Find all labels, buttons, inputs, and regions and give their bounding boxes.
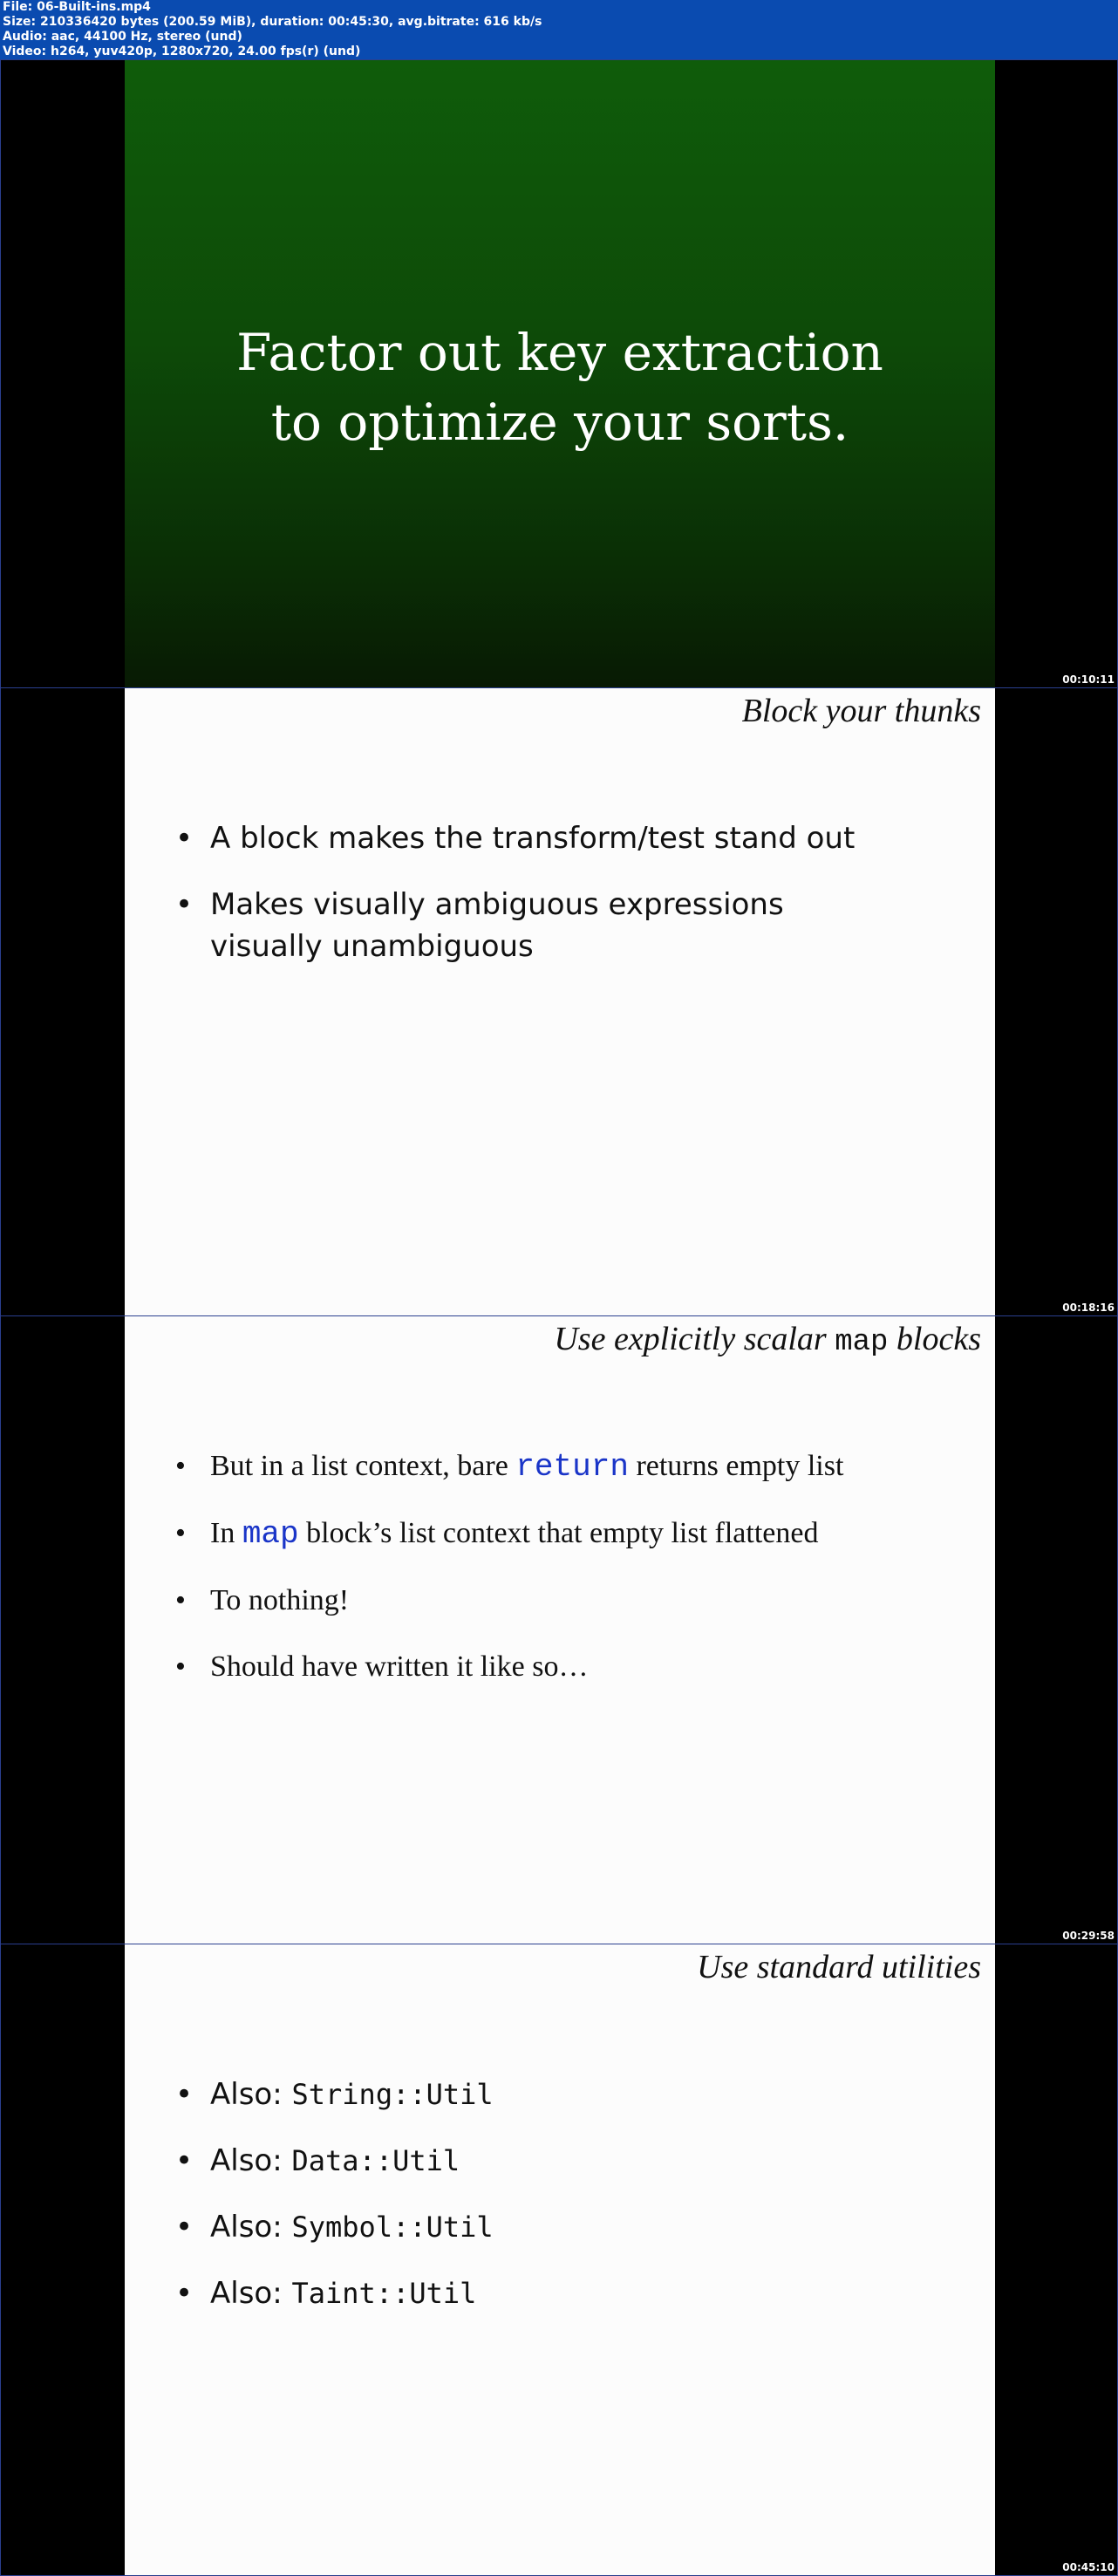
module-name: Taint::Util	[291, 2277, 477, 2310]
title-code: map	[835, 1326, 889, 1359]
bullet-item	[175, 884, 855, 967]
big-title-line-1: Factor out key extraction	[236, 323, 883, 382]
bullet-item	[175, 1513, 843, 1555]
module-name: Symbol::Util	[291, 2210, 494, 2244]
bullet-text: Also:	[210, 2276, 292, 2311]
slide-big-title	[125, 318, 995, 457]
video-frame-2	[0, 687, 1118, 1315]
bullet-text: In	[210, 1517, 242, 1549]
bullet-text: Also:	[210, 2077, 292, 2112]
file-info-header	[0, 0, 1118, 59]
slide-white	[125, 1944, 995, 2575]
slide-title: Block your thunks	[741, 693, 981, 729]
video-frame-1	[0, 59, 1118, 687]
bullet-item	[175, 2206, 494, 2248]
audio-info-line: Audio: aac, 44100 Hz, stereo (und)	[3, 30, 242, 44]
module-name: String::Util	[291, 2078, 494, 2111]
bullet-list	[175, 1445, 843, 1712]
bullet-item	[175, 2140, 494, 2182]
frame-timestamp: 00:18:16	[1062, 1302, 1115, 1314]
frame-timestamp: 00:45:10	[1062, 2561, 1115, 2573]
bullet-text: Makes visually ambiguous expressions	[210, 887, 784, 922]
bullet-item	[175, 2074, 494, 2115]
code-map: map	[242, 1516, 299, 1552]
module-name: Data::Util	[291, 2144, 460, 2177]
video-frame-3	[0, 1315, 1118, 1944]
frame-timestamp: 00:29:58	[1062, 1930, 1115, 1942]
title-text: blocks	[888, 1321, 981, 1357]
bullet-text: Also:	[210, 2143, 292, 2178]
bullet-item: • To nothing!	[175, 1580, 843, 1622]
title-text: Use explicitly scalar	[554, 1321, 835, 1357]
slide-green	[125, 60, 995, 687]
slide-title	[554, 1320, 981, 1359]
bullet-item	[175, 1445, 843, 1488]
code-return: return	[515, 1449, 629, 1485]
bullet-list	[175, 817, 855, 967]
video-frame-4	[0, 1944, 1118, 2576]
bullet-text: returns empty list	[628, 1450, 844, 1482]
bullet-text: Also:	[210, 2210, 292, 2245]
bullet-item: • Should have written it like so…	[175, 1646, 843, 1688]
bullet-list	[175, 2074, 494, 2339]
bullet-item	[175, 2272, 494, 2314]
slide-white	[125, 1316, 995, 1944]
bullet-text: But in a list context, bare	[210, 1450, 516, 1482]
bullet-item: • A block makes the transform/test stand out	[175, 817, 855, 859]
big-title-line-2: to optimize your sorts.	[270, 393, 849, 452]
slide-title: Use standard utilities	[697, 1949, 981, 1985]
file-name-line: File: 06-Built-ins.mp4	[3, 0, 151, 14]
bullet-text-continued: visually unambiguous	[210, 929, 534, 964]
file-size-line: Size: 210336420 bytes (200.59 MiB), duration: 00:45:30, avg.bitrate: 616 kb/s	[3, 15, 542, 29]
bullet-text: block’s list context that empty list flattened	[298, 1517, 819, 1549]
frame-timestamp: 00:10:11	[1062, 673, 1115, 686]
slide-white	[125, 688, 995, 1315]
video-info-line: Video: h264, yuv420p, 1280x720, 24.00 fps(r) (und)	[3, 44, 361, 58]
